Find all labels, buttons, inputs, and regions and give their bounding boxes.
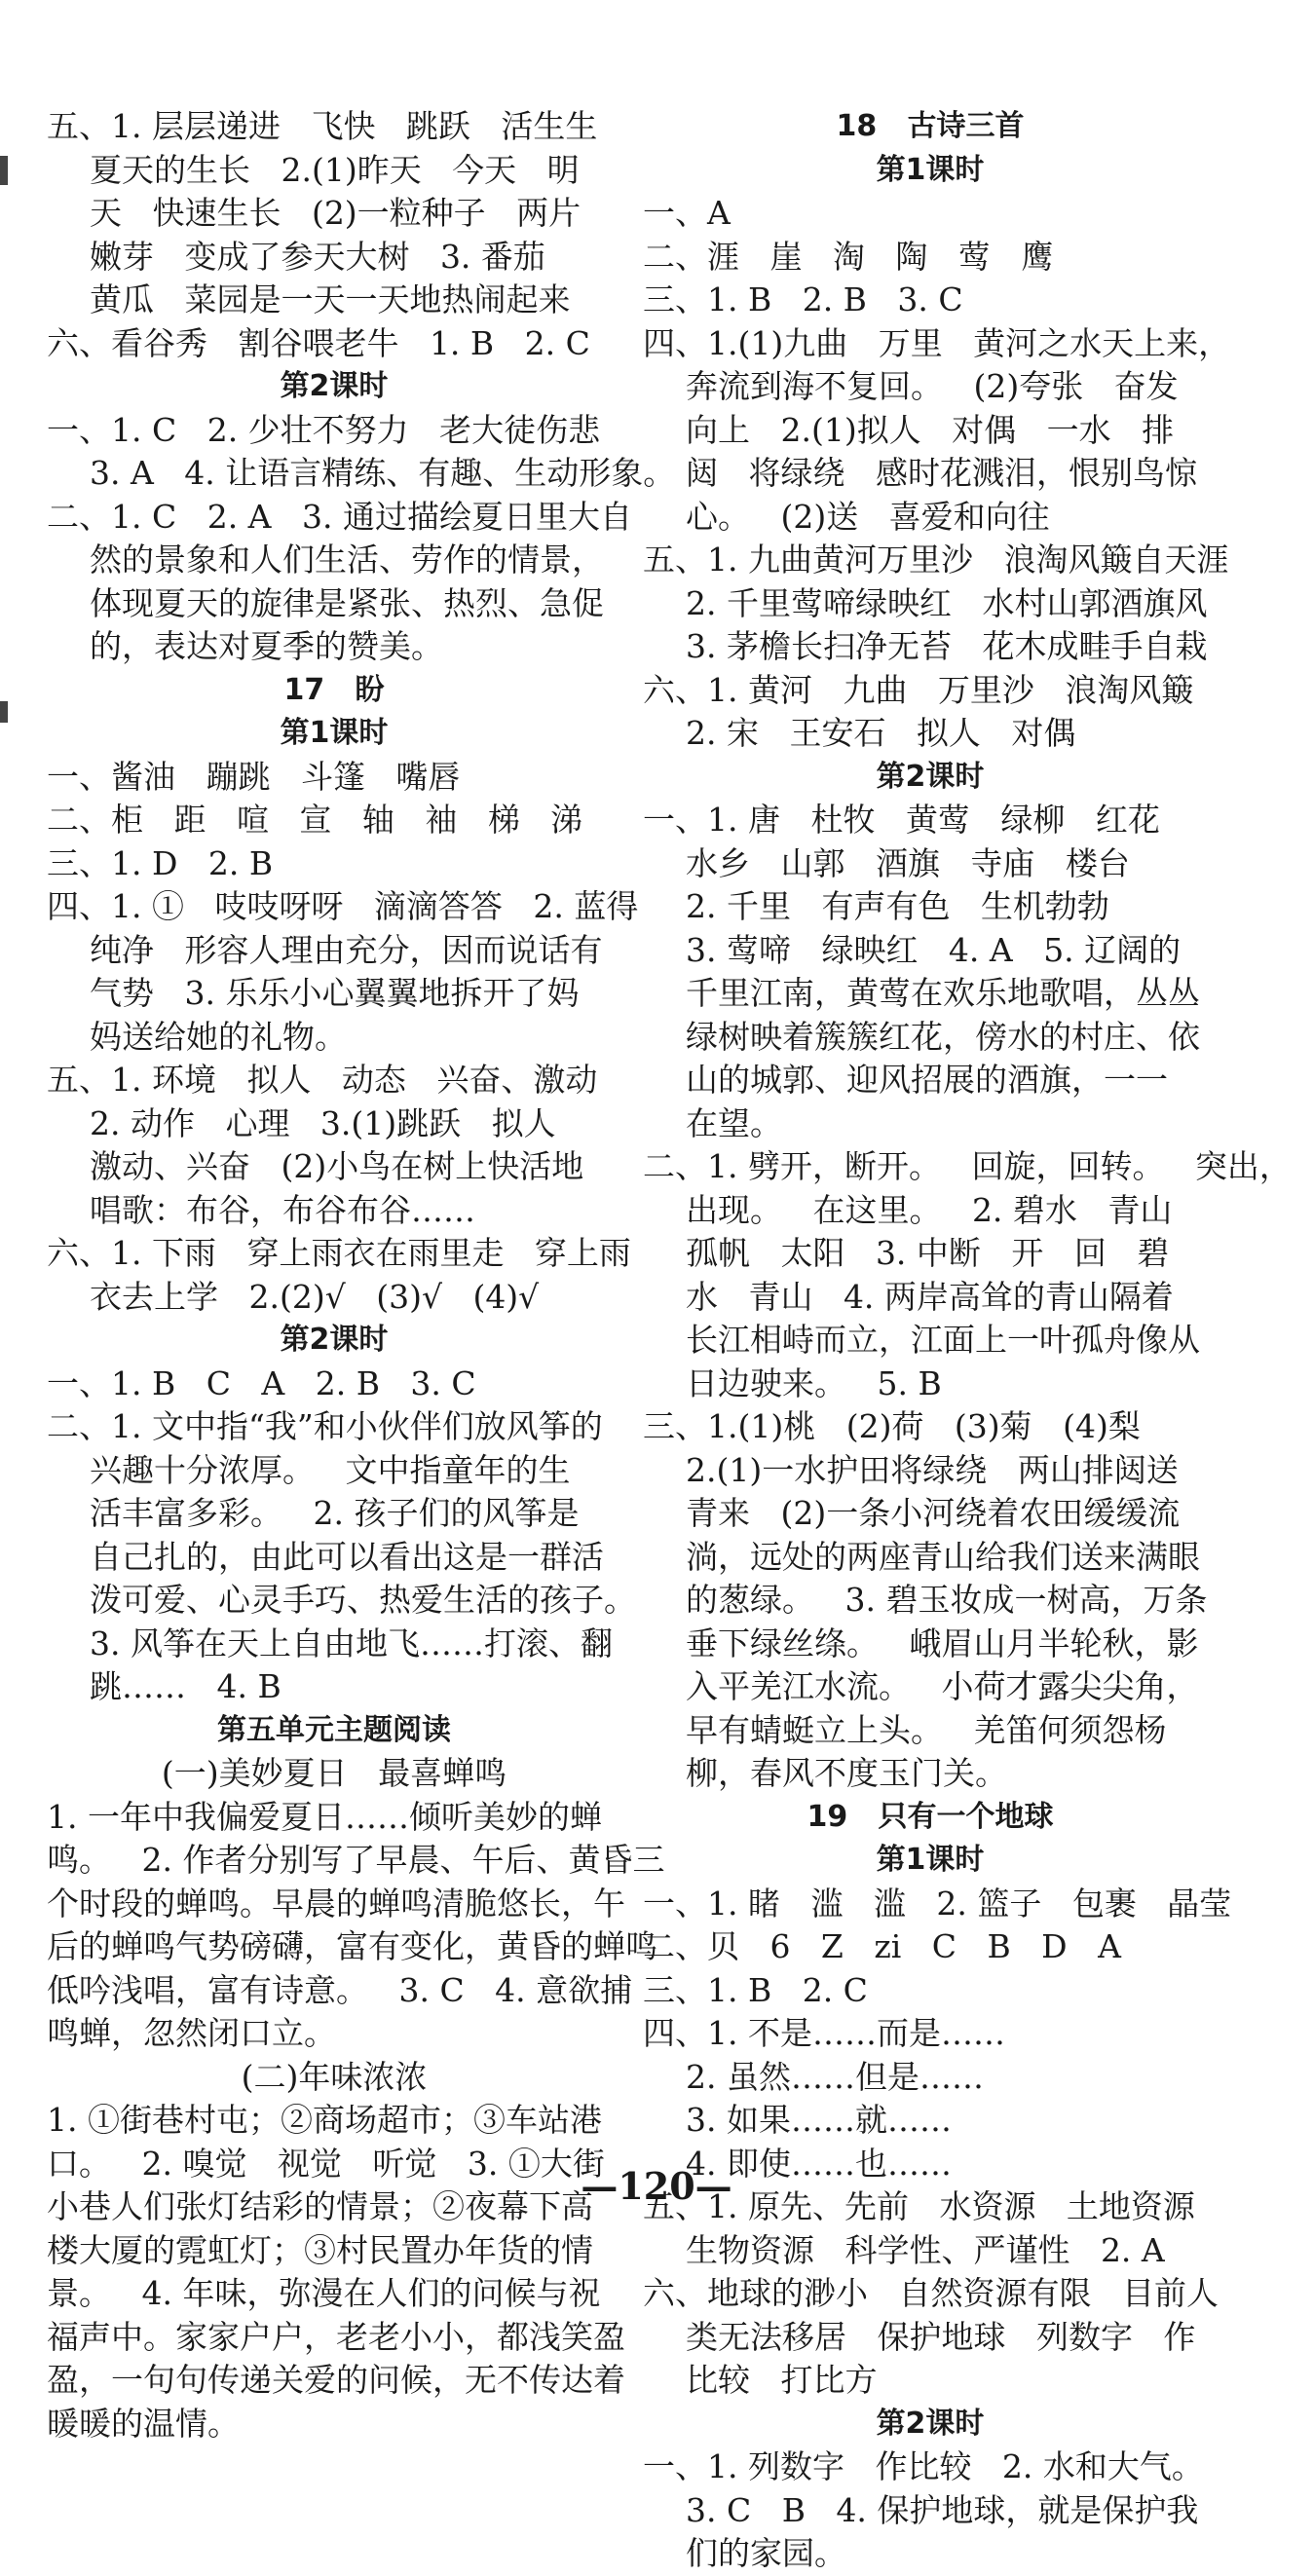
answer-line: (一)美妙夏日 最喜蝉鸣 xyxy=(161,1754,507,1792)
answer-line: 3. C B 4. 保护地球，就是保护我 xyxy=(686,2490,1199,2529)
answer-line: 口。 2. 嗅觉 视觉 听觉 3. ①大街 xyxy=(47,2144,605,2183)
answer-line: 2. 千里莺啼绿映红 水村山郭酒旗风 xyxy=(686,583,1208,622)
answer-line: 四、1. 不是……而是…… xyxy=(643,2014,1005,2052)
answer-line: 六、1. 黄河 九曲 万里沙 浪淘风簸 xyxy=(643,670,1194,709)
answer-line: 盈，一句句传递关爱的问候，无不传达着 xyxy=(47,2361,625,2399)
answer-line: 六、1. 下雨 穿上雨衣在雨里走 穿上雨 xyxy=(47,1234,631,1272)
answer-line: 气势 3. 乐乐小心翼翼地拆开了妈 xyxy=(90,974,580,1012)
section-heading: 18 古诗三首 xyxy=(836,109,1025,143)
answer-line: 3. 风筝在天上自由地飞……打滚、翻 xyxy=(90,1624,613,1662)
answer-line: 六、地球的渺小 自然资源有限 目前人 xyxy=(643,2274,1219,2312)
answer-line: 绿树映着簇簇红花，傍水的村庄、依 xyxy=(686,1017,1200,1056)
answer-line: 二、1. 文中指“我”和小伙伴们放风筝的 xyxy=(47,1407,603,1445)
answer-line: 2.(1)一水护田将绿绕 两山排闼送 xyxy=(686,1450,1179,1489)
answer-line: 天 快速生长 (2)一粒种子 两片 xyxy=(90,194,581,232)
answer-line: 3. 如果……就…… xyxy=(686,2101,952,2139)
answer-line: (二)年味浓浓 xyxy=(241,2057,428,2096)
answer-line: 兴趣十分浓厚。 文中指童年的生 xyxy=(90,1450,571,1489)
answer-line: 嫩芽 变成了参天大树 3. 番茄 xyxy=(90,237,545,276)
answer-line: 一、1. 睹 滥 滥 2. 篮子 包裹 晶莹 xyxy=(643,1884,1232,1923)
answer-line: 们的家园。 xyxy=(686,2534,846,2572)
section-heading: 17 盼 xyxy=(283,672,385,707)
answer-line: 跳…… 4. B xyxy=(90,1667,281,1705)
answer-line: 长江相峙而立，江面上一叶孤舟像从 xyxy=(686,1321,1200,1359)
answer-line: 体现夏天的旋律是紧张、热烈、急促 xyxy=(90,583,604,622)
answer-line: 三、1. D 2. B xyxy=(47,843,274,882)
answer-line: 六、看谷秀 割谷喂老牛 1. B 2. C xyxy=(47,323,590,362)
section-heading: 第2课时 xyxy=(876,759,985,794)
section-heading: 第2课时 xyxy=(280,369,389,403)
answer-line: 向上 2.(1)拟人 对偶 一水 排 xyxy=(686,410,1175,449)
answer-line: 四、1.(1)九曲 万里 黄河之水天上来， xyxy=(643,323,1231,362)
answer-line: 楼大厦的霓虹灯；③村民置办年货的情 xyxy=(47,2230,593,2269)
answer-line: 二、1. 劈开，断开。 回旋，回转。 突出， xyxy=(643,1147,1292,1185)
answer-line: 孤帆 太阳 3. 中断 开 回 碧 xyxy=(686,1234,1170,1272)
answer-line: 唱歌：布谷，布谷布谷…… xyxy=(90,1190,475,1229)
answer-line: 一、1. 唐 杜牧 黄莺 绿柳 红花 xyxy=(643,801,1160,839)
section-heading: 第2课时 xyxy=(876,2406,985,2441)
answer-line: 一、A xyxy=(643,194,731,232)
answer-line: 3. A 4. 让语言精练、有趣、生动形象。 xyxy=(90,454,676,492)
answer-line: 闼 将绿绕 感时花溅泪，恨别鸟惊 xyxy=(686,454,1197,492)
section-heading: 第1课时 xyxy=(876,1843,985,1877)
answer-line: 1. ①街巷村屯；②商场超市；③车站港 xyxy=(47,2101,602,2139)
answer-line: 三、1. B 2. B 3. C xyxy=(643,280,963,318)
answer-line: 2. 虽然……但是…… xyxy=(686,2057,984,2096)
answer-line: 泼可爱、心灵手巧、热爱生活的孩子。 xyxy=(90,1581,636,1619)
answer-line: 个时段的蝉鸣。早晨的蝉鸣清脆悠长，午 xyxy=(47,1884,625,1923)
answer-line: 的葱绿。 3. 碧玉妆成一树高，万条 xyxy=(686,1581,1208,1619)
answer-line: 一、1. 列数字 作比较 2. 水和大气。 xyxy=(643,2447,1204,2485)
answer-line: 2. 动作 心理 3.(1)跳跃 拟人 xyxy=(90,1103,556,1142)
answer-line: 衣去上学 2.(2)√ (3)√ (4)√ xyxy=(90,1277,540,1316)
answer-line: 柳，春风不度玉门关。 xyxy=(686,1754,1007,1792)
answer-line: 心。 (2)送 喜爱和向往 xyxy=(686,497,1050,536)
answer-line: 鸣蝉，忽然闭口立。 xyxy=(47,2014,336,2052)
answer-line: 山的城郭、迎风招展的酒旗，一一 xyxy=(686,1061,1168,1099)
answer-line: 日边驶来。 5. B xyxy=(686,1363,942,1402)
answer-line: 4. 即使……也…… xyxy=(686,2144,952,2183)
answer-line: 青来 (2)一条小河绕着农田缓缓流 xyxy=(686,1494,1181,1532)
answer-line: 垂下绿丝绦。 峨眉山月半轮秋，影 xyxy=(686,1624,1199,1662)
answer-line: 三、1.(1)桃 (2)荷 (3)菊 (4)梨 xyxy=(643,1407,1141,1445)
answer-line: 一、1. B C A 2. B 3. C xyxy=(47,1363,476,1402)
answer-line: 后的蝉鸣气势磅礴，富有变化，黄昏的蝉鸣 xyxy=(47,1927,657,1965)
answer-line: 活丰富多彩。 2. 孩子们的风筝是 xyxy=(90,1494,580,1532)
section-heading: 19 只有一个地球 xyxy=(807,1799,1054,1834)
answer-line: 五、1. 环境 拟人 动态 兴奋、激动 xyxy=(47,1061,598,1099)
answer-line: 暖暖的温情。 xyxy=(47,2404,240,2443)
answer-line: 在望。 xyxy=(686,1103,782,1142)
answer-line: 自己扎的，由此可以看出这是一群活 xyxy=(90,1537,604,1576)
answer-line: 二、涯 崖 淘 陶 莺 鹰 xyxy=(643,237,1054,276)
answer-line: 出现。 在这里。 2. 碧水 青山 xyxy=(686,1190,1173,1229)
answer-line: 低吟浅唱，富有诗意。 3. C 4. 意欲捕 xyxy=(47,1970,633,2009)
section-heading: 第五单元主题阅读 xyxy=(217,1712,451,1747)
answer-line: 水乡 山郭 酒旗 寺庙 楼台 xyxy=(686,843,1130,882)
answer-line: 妈送给她的礼物。 xyxy=(90,1017,347,1056)
answer-line: 激动、兴奋 (2)小鸟在树上快活地 xyxy=(90,1147,584,1185)
answer-line: 小巷人们张灯结彩的情景；②夜幕下高 xyxy=(47,2187,593,2225)
answer-line: 二、1. C 2. A 3. 通过描绘夏日里大自 xyxy=(47,497,632,536)
answer-line: 类无法移居 保护地球 列数字 作 xyxy=(686,2317,1196,2356)
answer-line: 四、1. ① 吱吱呀呀 滴滴答答 2. 蓝得 xyxy=(47,887,639,925)
answer-line: 千里江南，黄莺在欢乐地歌唱，丛丛 xyxy=(686,974,1200,1012)
answer-line: 3. 莺啼 绿映红 4. A 5. 辽阔的 xyxy=(686,930,1182,969)
answer-line: 生物资源 科学性、严谨性 2. A xyxy=(686,2230,1165,2269)
answer-line: 淌，远处的两座青山给我们送来满眼 xyxy=(686,1537,1200,1576)
answer-line: 的，表达对夏季的赞美。 xyxy=(90,627,443,665)
answer-line: 景。 4. 年味，弥漫在人们的问候与祝 xyxy=(47,2274,601,2312)
answer-line: 水 青山 4. 两岸高耸的青山隔着 xyxy=(686,1277,1174,1316)
answer-line: 然的景象和人们生活、劳作的情景， xyxy=(90,541,604,579)
answer-line: 黄瓜 菜园是一天一天地热闹起来 xyxy=(90,280,571,318)
answer-line: 早有蜻蜓立上头。 羌笛何须怨杨 xyxy=(686,1710,1167,1749)
edge-mark xyxy=(0,156,8,185)
answer-line: 2. 千里 有声有色 生机勃勃 xyxy=(686,887,1109,925)
section-heading: 第1课时 xyxy=(876,152,985,187)
answer-line: 五、1. 层层递进 飞快 跳跃 活生生 xyxy=(47,107,598,145)
page-number: —120— xyxy=(581,2164,732,2208)
section-heading: 第1课时 xyxy=(280,716,389,750)
answer-line: 五、1. 九曲黄河万里沙 浪淘风簸自天涯 xyxy=(643,541,1229,579)
answer-line: 五、1. 原先、先前 水资源 土地资源 xyxy=(643,2187,1195,2225)
edge-mark xyxy=(0,701,8,723)
answer-line: 一、酱油 蹦跳 斗篷 嘴唇 xyxy=(47,757,461,796)
answer-line: 2. 宋 王安石 拟人 对偶 xyxy=(686,714,1076,752)
answer-line: 福声中。家家户户，老老小小，都浅笑盈 xyxy=(47,2317,625,2356)
answer-line: 鸣。 2. 作者分别写了早晨、午后、黄昏三 xyxy=(47,1841,665,1879)
answer-line: 纯净 形容人理由充分，因而说话有 xyxy=(90,930,603,969)
answer-line: 入平羌江水流。 小荷才露尖尖角， xyxy=(686,1667,1199,1705)
answer-line: 二、柜 距 喧 宣 轴 袖 梯 涕 xyxy=(47,801,583,839)
answer-line: 3. 茅檐长扫净无苔 花木成畦手自栽 xyxy=(686,627,1208,665)
answer-line: 二、贝 6 Z zi C B D A xyxy=(643,1927,1121,1965)
answer-line: 夏天的生长 2.(1)昨天 今天 明 xyxy=(90,150,580,189)
answer-line: 1. 一年中我偏爱夏日……倾听美妙的蝉 xyxy=(47,1797,602,1836)
answer-line: 比较 打比方 xyxy=(686,2361,878,2399)
answer-line: 三、1. B 2. C xyxy=(643,1970,868,2009)
section-heading: 第2课时 xyxy=(280,1323,389,1357)
answer-line: 一、1. C 2. 少壮不努力 老大徒伤悲 xyxy=(47,410,601,449)
answer-line: 奔流到海不复回。 (2)夸张 奋发 xyxy=(686,367,1179,405)
